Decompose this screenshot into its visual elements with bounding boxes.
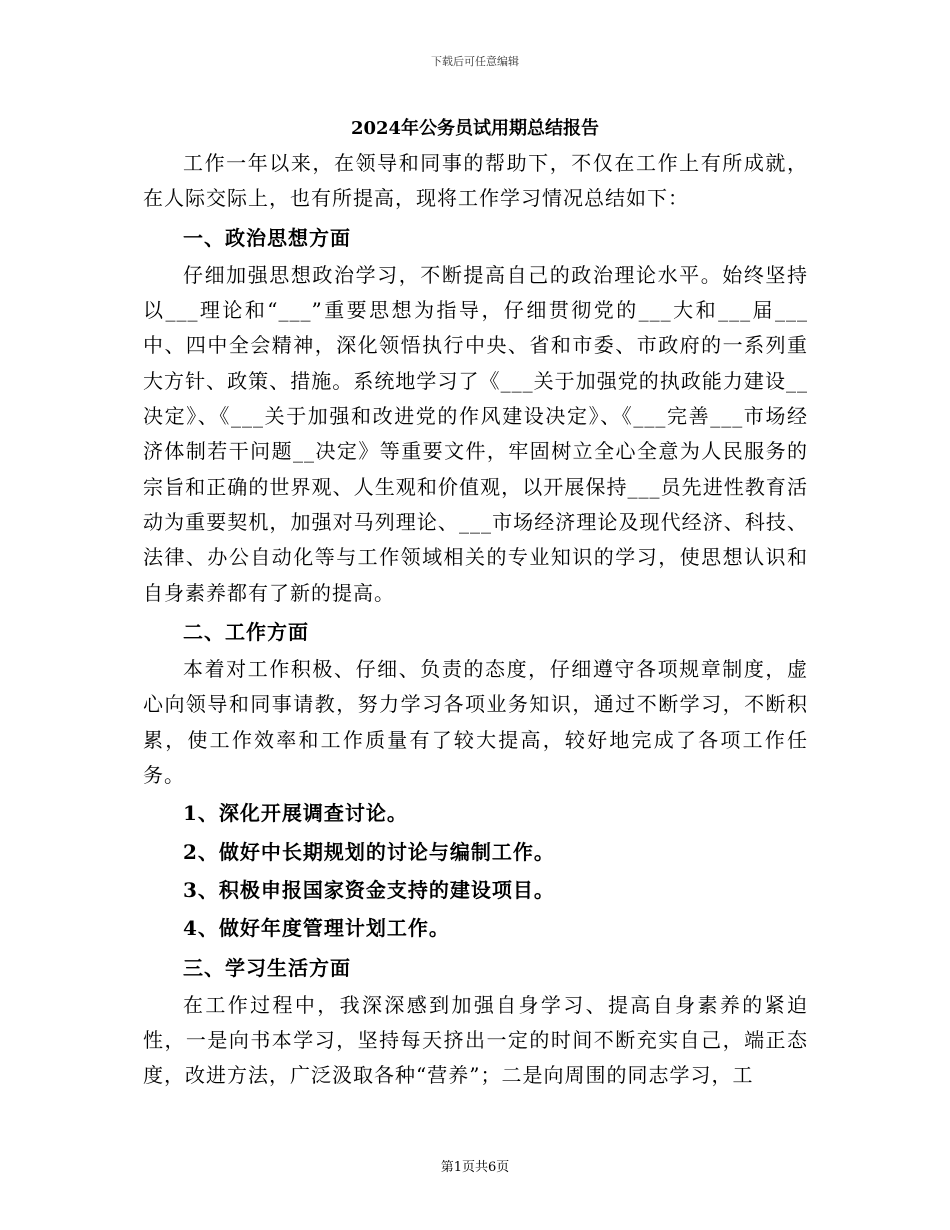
section-heading-politics: 一、政治思想方面 xyxy=(183,225,351,250)
header-note: 下载后可任意编辑 xyxy=(431,55,519,68)
work-item-2: 2、做好中长期规划的讨论与编制工作。 xyxy=(183,839,555,864)
work-item-3: 3、积极申报国家资金支持的建设项目。 xyxy=(183,877,555,902)
page-footer: 第1页共6页 xyxy=(440,1160,510,1175)
study-paragraph: 在工作过程中，我深深感到加强自身学习、提高自身素养的紧迫性，一是向书本学习，坚持每天挤出一定的时间不断充实自己，端正态度，改进方法，广泛汲取各种“营养”；二是向周围的同志学习，工 xyxy=(143,992,808,1088)
intro-paragraph: 工作一年以来，在领导和同事的帮助下，不仅在工作上有所成就，在人际交际上，也有所提高，现将工作学习情况总结如下： xyxy=(143,151,808,211)
work-paragraph: 本着对工作积极、仔细、负责的态度，仔细遵守各项规章制度，虚心向领导和同事请教，努力学习各项业务知识，通过不断学习，不断积累，使工作效率和工作质量有了较大提高，较好地完成了各项工作任务。 xyxy=(143,657,808,788)
work-item-1: 1、深化开展调查讨论。 xyxy=(183,801,408,826)
section-heading-work: 二、工作方面 xyxy=(183,619,309,644)
work-item-4: 4、做好年度管理计划工作。 xyxy=(183,916,450,941)
politics-paragraph: 仔细加强思想政治学习，不断提高自己的政治理论水平。始终坚持以___理论和“___”重要思想为指导，仔细贯彻党的___大和___届___中、四中全会精神，深化领悟执行中央、省和市委、市政府的一系列重大方针、政策、措施。系统地学习了《___关于加强党的执政能力建设__决定》、《___关于加强和改进党的作风建设决定》、《___完善___市场经济体制若干问题__决定》等重要文件，牢固树立全心全意为人民服务的宗旨和正确的世界观、人生观和价值观，以开展保持___员先进性教育活动为重要契机，加强对马列理论、___市场经济理论及现代经济、科技、法律、办公自动化等与工作领域相关的专业知识的学习，使思想认识和自身素养都有了新的提高。 xyxy=(143,262,808,605)
document-title: 2024年公务员试用期总结报告 xyxy=(350,118,600,139)
section-heading-study: 三、学习生活方面 xyxy=(183,955,351,980)
document-body xyxy=(143,146,808,1094)
